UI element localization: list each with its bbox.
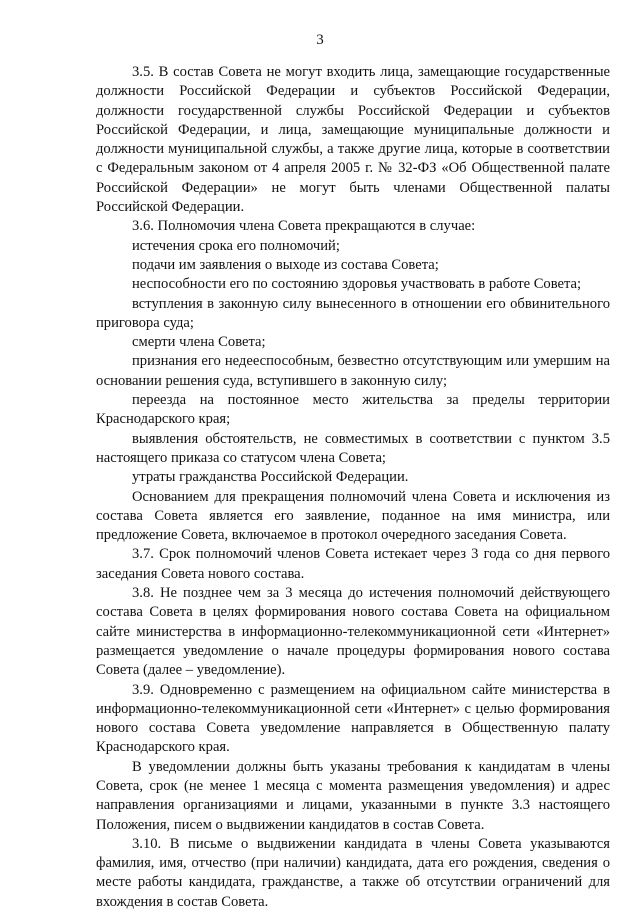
termination-basis-paragraph: Основанием для прекращения полномочий члена Совета и исключения из состава Совета является его заявление, поданное на имя министра, или предложение Совета, включаемое в протокол очередного заседания Совета. [96, 488, 610, 544]
termination-case-item: истечения срока его полномочий; [132, 237, 340, 254]
page-number: 3 [316, 32, 324, 48]
termination-case-item: вступления в законную силу вынесенного в отношении его обвинительного приговора суда; [96, 295, 610, 331]
paragraph-3-9: 3.9. Одновременно с размещением на официальном сайте министерства в информационно-телекоммуникационной сети «Интернет» с целью формирования нового состава Совета уведомление направляется в Общественную палату Краснодарского края. [96, 681, 610, 756]
paragraph-3-10: 3.10. В письме о выдвижении кандидата в члены Совета указываются фамилия, имя, отчество (при наличии) кандидата, дата его рождения, сведения о месте работы кандидата, гражданстве, а также об отсутствии ограничений для вхождения в состав Совета. [96, 835, 610, 910]
termination-case-item: смерти члена Совета; [132, 334, 266, 351]
termination-case-item: подачи им заявления о выходе из состава Совета; [132, 256, 439, 273]
termination-case-item: признания его недееспособным, безвестно отсутствующим или умершим на основании решения суда, вступившего в законную силу; [96, 353, 610, 389]
paragraph-3-7: 3.7. Срок полномочий членов Совета истекает через 3 года со дня первого заседания Совета нового состава. [96, 546, 610, 582]
paragraph-3-6: 3.6. Полномочия члена Совета прекращаются в случае: [132, 218, 476, 235]
termination-case-item: неспособности его по состоянию здоровья участвовать в работе Совета; [132, 276, 582, 293]
paragraph-3-5: 3.5. В состав Совета не могут входить лица, замещающие государственные должности Российской Федерации и субъектов Российской Федерации, должности государственной службы Российской Федерации и субъектов Российской Федерации, и лица, замещающие муниципальные должности и должности муниципальной службы, а также другие лица, которые в соответствии с Федеральным законом от 4 апреля 2005 г. № 32-ФЗ «Об Общественной палате Российской Федерации» не могут быть членами Общественной палаты Российской Федерации. [96, 64, 610, 216]
document-body [96, 63, 610, 912]
paragraph-3-8: 3.8. Не позднее чем за 3 месяца до истечения полномочий действующего состава Совета в целях формирования нового состава Совета на официальном сайте министерства в информационно-телекоммуникационной сети «Интернет» размещается уведомление о начале процедуры формирования нового состава Совета (далее – уведомление). [96, 585, 610, 679]
notification-requirements-paragraph: В уведомлении должны быть указаны требования к кандидатам в члены Совета, срок (не менее 1 месяца с момента размещения уведомления) и адрес направления организациями и лицами, указанными в пункте 3.3 настоящего Положения, писем о выдвижении кандидатов в состав Совета. [96, 758, 610, 833]
termination-case-item: утраты гражданства Российской Федерации. [132, 469, 409, 486]
termination-case-item: переезда на постоянное место жительства за пределы территории Краснодарского края; [96, 392, 610, 428]
termination-case-item: выявления обстоятельств, не совместимых в соответствии с пунктом 3.5 настоящего приказа со статусом члена Совета; [96, 430, 610, 466]
